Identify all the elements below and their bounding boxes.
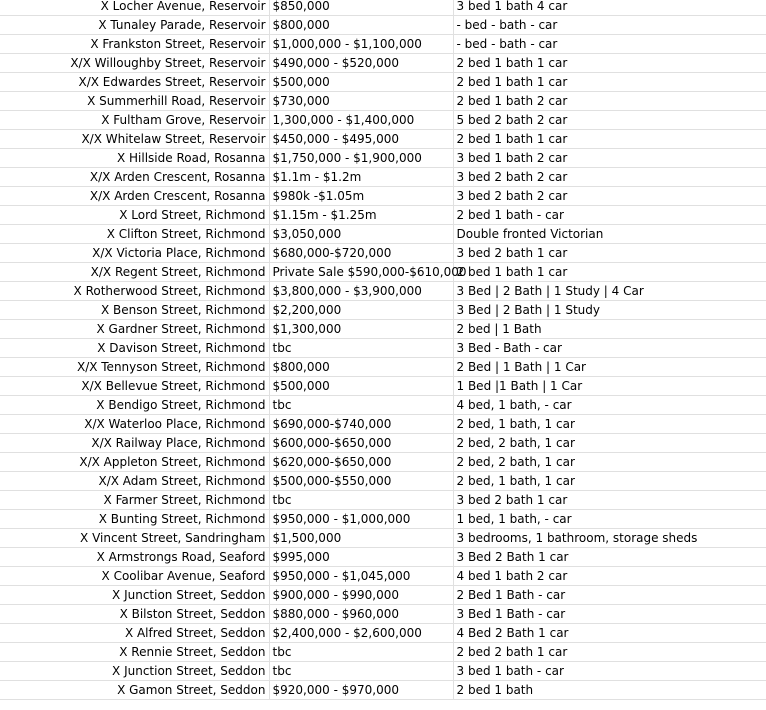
- address-cell[interactable]: X Tunaley Parade, Reservoir: [0, 16, 269, 35]
- price-cell[interactable]: $800,000: [269, 16, 453, 35]
- price-cell[interactable]: $500,000: [269, 73, 453, 92]
- price-cell[interactable]: $3,800,000 - $3,900,000: [269, 282, 453, 301]
- price-cell[interactable]: $920,000 - $970,000: [269, 681, 453, 700]
- address-cell[interactable]: X Vincent Street, Sandringham: [0, 529, 269, 548]
- address-cell[interactable]: X Armstrongs Road, Seaford: [0, 548, 269, 567]
- address-cell[interactable]: X Clifton Street, Richmond: [0, 225, 269, 244]
- price-cell[interactable]: $1,300,000: [269, 320, 453, 339]
- table-row: [0, 225, 766, 244]
- price-cell[interactable]: $995,000: [269, 548, 453, 567]
- table-row: [0, 491, 766, 510]
- price-cell[interactable]: $850,000: [269, 0, 453, 16]
- description-cell[interactable]: 3 bed 1 bath 4 car: [453, 0, 766, 16]
- description-cell[interactable]: - bed - bath - car: [453, 16, 766, 35]
- address-cell[interactable]: X/X Appleton Street, Richmond: [0, 453, 269, 472]
- table-row: [0, 244, 766, 263]
- price-cell[interactable]: $500,000: [269, 377, 453, 396]
- price-cell[interactable]: Private Sale $590,000-$610,000: [269, 263, 453, 282]
- price-cell[interactable]: tbc: [269, 339, 453, 358]
- address-cell[interactable]: X/X Arden Crescent, Rosanna: [0, 187, 269, 206]
- table-row: [0, 54, 766, 73]
- address-cell[interactable]: X Summerhill Road, Reservoir: [0, 92, 269, 111]
- description-cell[interactable]: 3 bed 2 bath 1 car: [453, 244, 766, 263]
- table-row: [0, 149, 766, 168]
- table-row: [0, 206, 766, 225]
- description-cell[interactable]: 2 Bed | 1 Bath | 1 Car: [453, 358, 766, 377]
- description-cell[interactable]: 1 bed, 1 bath, - car: [453, 510, 766, 529]
- table-row: [0, 415, 766, 434]
- address-cell[interactable]: X/X Victoria Place, Richmond: [0, 244, 269, 263]
- address-cell[interactable]: X Rotherwood Street, Richmond: [0, 282, 269, 301]
- description-cell[interactable]: 2 bed 1 bath - car: [453, 206, 766, 225]
- address-cell[interactable]: X Rennie Street, Seddon: [0, 643, 269, 662]
- price-cell[interactable]: $1,000,000 - $1,100,000: [269, 35, 453, 54]
- address-cell[interactable]: X Lord Street, Richmond: [0, 206, 269, 225]
- price-cell[interactable]: $680,000-$720,000: [269, 244, 453, 263]
- table-row: [0, 130, 766, 149]
- table-row: [0, 339, 766, 358]
- description-cell[interactable]: 3 bedrooms, 1 bathroom, storage sheds: [453, 529, 766, 548]
- price-cell[interactable]: tbc: [269, 491, 453, 510]
- price-cell[interactable]: $1,500,000: [269, 529, 453, 548]
- address-cell[interactable]: X Junction Street, Seddon: [0, 586, 269, 605]
- description-cell[interactable]: 3 bed 1 bath - car: [453, 662, 766, 681]
- table-row: [0, 187, 766, 206]
- price-cell[interactable]: $900,000 - $990,000: [269, 586, 453, 605]
- description-cell[interactable]: 2 bed 1 bath 1 car: [453, 73, 766, 92]
- address-cell[interactable]: X Bilston Street, Seddon: [0, 605, 269, 624]
- table-row: [0, 168, 766, 187]
- description-cell[interactable]: 3 Bed | 2 Bath | 1 Study | 4 Car: [453, 282, 766, 301]
- price-cell[interactable]: $950,000 - $1,000,000: [269, 510, 453, 529]
- table-row: [0, 510, 766, 529]
- table-row: [0, 586, 766, 605]
- table-row: [0, 605, 766, 624]
- table-row: [0, 358, 766, 377]
- price-cell[interactable]: $880,000 - $960,000: [269, 605, 453, 624]
- address-cell[interactable]: X Hillside Road, Rosanna: [0, 149, 269, 168]
- description-cell[interactable]: 2 bed 1 bath 2 car: [453, 92, 766, 111]
- table-row: [0, 681, 766, 700]
- table-row: [0, 301, 766, 320]
- table-row: [0, 16, 766, 35]
- description-cell[interactable]: 3 bed 1 bath 2 car: [453, 149, 766, 168]
- description-cell[interactable]: 2 Bed 1 Bath - car: [453, 586, 766, 605]
- address-cell[interactable]: X/X Waterloo Place, Richmond: [0, 415, 269, 434]
- description-cell[interactable]: 2 bed 1 bath: [453, 681, 766, 700]
- description-cell[interactable]: 3 bed 2 bath 1 car: [453, 491, 766, 510]
- table-row: [0, 263, 766, 282]
- address-cell[interactable]: X Davison Street, Richmond: [0, 339, 269, 358]
- table-row: [0, 320, 766, 339]
- address-cell[interactable]: X/X Bellevue Street, Richmond: [0, 377, 269, 396]
- table-row: [0, 567, 766, 586]
- description-cell[interactable]: 3 Bed | 2 Bath | 1 Study: [453, 301, 766, 320]
- table-row: [0, 73, 766, 92]
- address-cell[interactable]: X Fultham Grove, Reservoir: [0, 111, 269, 130]
- price-cell[interactable]: $1,750,000 - $1,900,000: [269, 149, 453, 168]
- table-row: [0, 92, 766, 111]
- description-cell[interactable]: 4 Bed 2 Bath 1 car: [453, 624, 766, 643]
- description-cell[interactable]: 1 Bed |1 Bath | 1 Car: [453, 377, 766, 396]
- address-cell[interactable]: X Alfred Street, Seddon: [0, 624, 269, 643]
- price-cell[interactable]: $2,200,000: [269, 301, 453, 320]
- table-row: [0, 643, 766, 662]
- address-cell[interactable]: X Frankston Street, Reservoir: [0, 35, 269, 54]
- price-cell[interactable]: $2,400,000 - $2,600,000: [269, 624, 453, 643]
- address-cell[interactable]: X/X Railway Place, Richmond: [0, 434, 269, 453]
- description-cell[interactable]: - bed - bath - car: [453, 35, 766, 54]
- table-row: [0, 35, 766, 54]
- table-row: [0, 111, 766, 130]
- description-cell[interactable]: 2 bed 1 bath 1 car: [453, 130, 766, 149]
- price-cell[interactable]: tbc: [269, 396, 453, 415]
- description-cell[interactable]: 2 bed, 2 bath, 1 car: [453, 453, 766, 472]
- price-cell[interactable]: $730,000: [269, 92, 453, 111]
- price-cell[interactable]: $3,050,000: [269, 225, 453, 244]
- address-cell[interactable]: X Benson Street, Richmond: [0, 301, 269, 320]
- description-cell[interactable]: 2 bed, 1 bath, 1 car: [453, 472, 766, 491]
- description-cell[interactable]: 2 bed 1 bath 1 car: [453, 263, 766, 282]
- description-cell[interactable]: 4 bed, 1 bath, - car: [453, 396, 766, 415]
- price-cell[interactable]: $950,000 - $1,045,000: [269, 567, 453, 586]
- address-cell[interactable]: X Coolibar Avenue, Seaford: [0, 567, 269, 586]
- address-cell[interactable]: X Bendigo Street, Richmond: [0, 396, 269, 415]
- price-cell[interactable]: $800,000: [269, 358, 453, 377]
- price-cell[interactable]: $1.15m - $1.25m: [269, 206, 453, 225]
- address-cell[interactable]: X Junction Street, Seddon: [0, 662, 269, 681]
- price-cell[interactable]: $450,000 - $495,000: [269, 130, 453, 149]
- table-row: [0, 662, 766, 681]
- table-row: [0, 396, 766, 415]
- description-cell[interactable]: 2 bed 2 bath 1 car: [453, 643, 766, 662]
- address-cell[interactable]: X Gardner Street, Richmond: [0, 320, 269, 339]
- description-cell[interactable]: 2 bed | 1 Bath: [453, 320, 766, 339]
- address-cell[interactable]: X Bunting Street, Richmond: [0, 510, 269, 529]
- table-row: [0, 377, 766, 396]
- address-cell[interactable]: X/X Edwardes Street, Reservoir: [0, 73, 269, 92]
- address-cell[interactable]: X/X Tennyson Street, Richmond: [0, 358, 269, 377]
- table-row: [0, 529, 766, 548]
- description-cell[interactable]: 2 bed, 1 bath, 1 car: [453, 415, 766, 434]
- table-row: [0, 434, 766, 453]
- address-cell[interactable]: X/X Arden Crescent, Rosanna: [0, 168, 269, 187]
- address-cell[interactable]: X/X Whitelaw Street, Reservoir: [0, 130, 269, 149]
- table-row: [0, 0, 766, 16]
- price-cell[interactable]: $1.1m - $1.2m: [269, 168, 453, 187]
- price-cell[interactable]: $600,000-$650,000: [269, 434, 453, 453]
- description-cell[interactable]: Double fronted Victorian: [453, 225, 766, 244]
- price-cell[interactable]: $490,000 - $520,000: [269, 54, 453, 73]
- price-cell[interactable]: $980k -$1.05m: [269, 187, 453, 206]
- table-row: [0, 624, 766, 643]
- price-cell[interactable]: 1,300,000 - $1,400,000: [269, 111, 453, 130]
- description-cell[interactable]: 2 bed 1 bath 1 car: [453, 54, 766, 73]
- price-cell[interactable]: $620,000-$650,000: [269, 453, 453, 472]
- table-row: [0, 548, 766, 567]
- price-cell[interactable]: tbc: [269, 662, 453, 681]
- address-cell[interactable]: X/X Regent Street, Richmond: [0, 263, 269, 282]
- address-cell[interactable]: X Farmer Street, Richmond: [0, 491, 269, 510]
- description-cell[interactable]: 3 bed 2 bath 2 car: [453, 187, 766, 206]
- price-cell[interactable]: $690,000-$740,000: [269, 415, 453, 434]
- table-row: [0, 472, 766, 491]
- description-cell[interactable]: 3 Bed 1 Bath - car: [453, 605, 766, 624]
- address-cell[interactable]: X/X Willoughby Street, Reservoir: [0, 54, 269, 73]
- address-cell[interactable]: X/X Adam Street, Richmond: [0, 472, 269, 491]
- description-cell[interactable]: 5 bed 2 bath 2 car: [453, 111, 766, 130]
- price-cell[interactable]: $500,000-$550,000: [269, 472, 453, 491]
- description-cell[interactable]: 3 bed 2 bath 2 car: [453, 168, 766, 187]
- address-cell[interactable]: X Locher Avenue, Reservoir: [0, 0, 269, 16]
- description-cell[interactable]: 3 Bed 2 Bath 1 car: [453, 548, 766, 567]
- address-cell[interactable]: X Gamon Street, Seddon: [0, 681, 269, 700]
- description-cell[interactable]: 3 Bed - Bath - car: [453, 339, 766, 358]
- table-row: [0, 453, 766, 472]
- description-cell[interactable]: 2 bed, 2 bath, 1 car: [453, 434, 766, 453]
- description-cell[interactable]: 4 bed 1 bath 2 car: [453, 567, 766, 586]
- table-row: [0, 282, 766, 301]
- price-cell[interactable]: tbc: [269, 643, 453, 662]
